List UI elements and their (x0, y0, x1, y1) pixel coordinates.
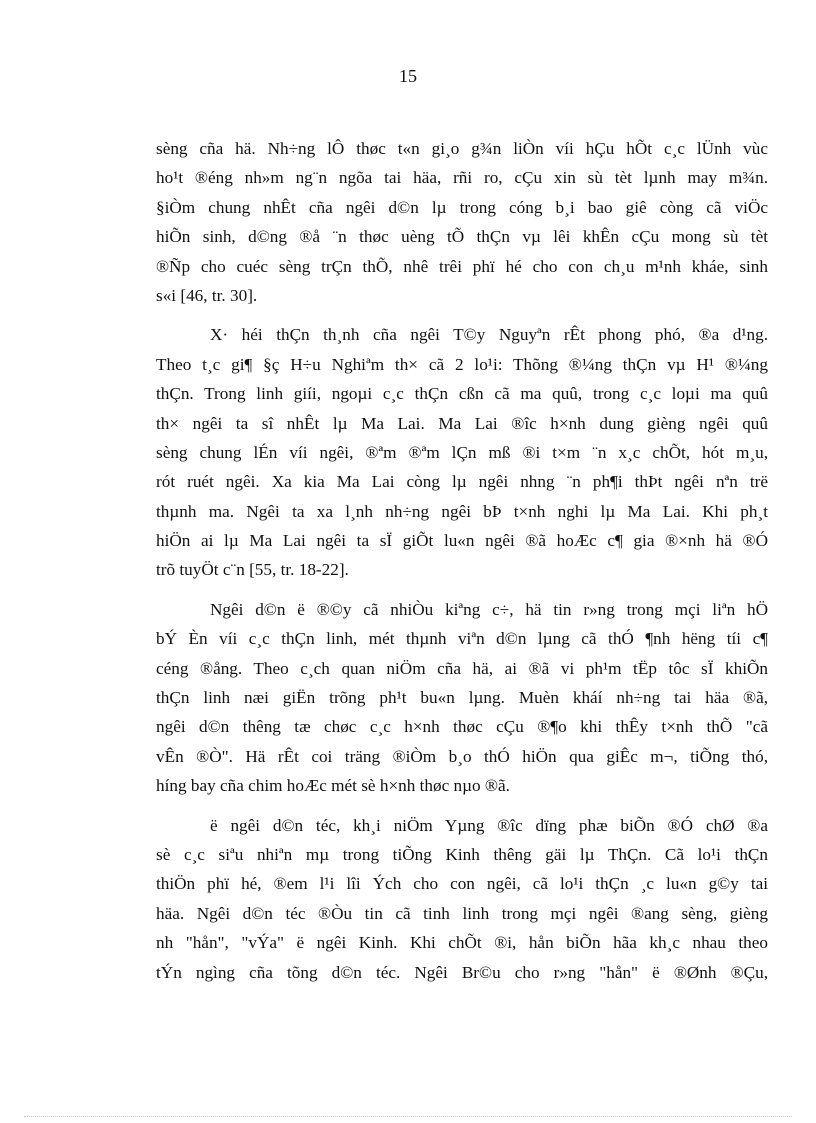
text-line: ë ngêi d©n téc, kh¸i niÖm Yµng ®îc dïng phæ biÕn ®Ó chØ ®a (210, 815, 768, 835)
text-line: ®Ñp cho cuéc sèng trÇn thÕ, nhê trêi phï hé cho con ch¸u m¹nh kháe, sinh (156, 256, 768, 276)
text-line: thµnh ma. Ngêi ta xa l¸nh nh÷ng ngêi bÞ t×nh nghi lµ Ma Lai. Khi ph¸t (156, 501, 768, 521)
text-line: s«i [46, tr. 30]. (156, 285, 258, 305)
text-line: sèng cña hä. Nh÷ng lÔ thøc t«n gi¸o g¾n liÒn víi hÇu hÕt c¸c lÜnh vùc (156, 139, 768, 158)
text-line: th× ngêi ta sî nhÊt lµ Ma Lai. Ma Lai ®îc h×nh dung gièng ngêi quû (156, 413, 768, 433)
text-line: thiÖn phï hé, ®em l¹i lîi Ých cho con ngêi, cã lo¹i thÇn ¸c lu«n g©y tai (156, 874, 768, 894)
text-line: hiÕn sinh, d©ng ®å ¨n thøc uèng tÕ thÇn vµ lêi khÊn cÇu mong sù tèt (156, 227, 768, 247)
text-line: vÊn ®Ò". Hä rÊt coi träng ®iÒm b¸o thÓ hiÖn qua giÊc m¬, tiÕng thó, (156, 746, 768, 766)
paragraph (156, 811, 768, 987)
text-line: trõ tuyÖt c¨n [55, tr. 18-22]. (156, 560, 349, 580)
text-line: Ngêi d©n ë ®©y cã nhiÒu kiªng c÷, hä tin r»ng trong mçi liªn hÖ (210, 599, 768, 619)
page-bottom-divider (24, 1116, 792, 1117)
paragraph (156, 320, 768, 585)
text-line: nh "hån", "vÝa" ë ngêi Kinh. Khi chÕt ®i, hån biÕn hãa kh¸c nhau theo (156, 933, 768, 953)
text-line: sèng chung lÉn víi ngêi, ®ªm ®ªm lÇn mß ®i t×m ¨n x¸c chÕt, hót m¸u, (156, 442, 768, 462)
text-line: thÇn. Trong linh giíi, ngoµi c¸c thÇn cßn cã ma quû, trong c¸c loµi ma quû (156, 384, 768, 404)
page-number: 15 (399, 66, 417, 86)
text-line: §iÒm chung nhÊt cña ngêi d©n lµ trong cóng b¸i bao giê còng cã viÖc (156, 197, 768, 217)
text-line: Theo t¸c gi¶ §ç H÷u Nghiªm th× cã 2 lo¹i: Thõng ®¼ng thÇn vµ H¹ ®¼ng (156, 354, 768, 374)
body-text (156, 134, 768, 987)
text-line: ngêi d©n thêng tæ chøc c¸c h×nh thøc cÇu ®¶o khi thÊy t×nh thÕ "cã (156, 717, 768, 737)
paragraph (156, 595, 768, 801)
text-line: thÇn linh næi giËn trõng ph¹t bu«n lµng. Muèn kháí nh÷ng tai häa ®ã, (156, 688, 768, 708)
text-line: tÝn ngìng cña tõng d©n téc. Ngêi Br©u cho r»ng "hån" ë ®Ønh ®Çu, (156, 962, 768, 982)
text-line: X· héi thÇn th¸nh cña ngêi T©y Nguyªn rÊt phong phó, ®a d¹ng. (210, 325, 768, 345)
text-line: bÝ Èn víi c¸c thÇn linh, mét thµnh viªn d©n lµng cã thÓ ¶nh hëng tíi c¶ (156, 629, 768, 649)
text-line: ho¹t ®éng nh»m ng¨n ngõa tai häa, rñi ro, cÇu xin sù tèt lµnh may m¾n. (156, 168, 768, 188)
text-line: häa. Ngêi d©n téc ®Òu tin cã tinh linh trong mçi ngêi ®ang sèng, gièng (156, 903, 768, 923)
text-line: híng bay cña chim hoÆc mét sè h×nh thøc nµo ®ã. (156, 776, 510, 796)
paragraph (156, 134, 768, 310)
text-line: céng ®ång. Theo c¸ch quan niÖm cña hä, ai ®ã vi ph¹m tËp tôc sÏ khiÕn (156, 658, 768, 678)
text-line: rót ruét ngêi. Xa kia Ma Lai còng lµ ngêi nhng ¨n ph¶i thÞt ngêi nªn trë (156, 472, 768, 492)
text-line: hiÖn ai lµ Ma Lai ngêi ta sÏ giÕt lu«n ngêi ®ã hoÆc c¶ gia ®×nh hä ®Ó (156, 531, 768, 551)
text-line: sè c¸c siªu nhiªn mµ trong tiÕng Kinh thêng gäi lµ ThÇn. Cã lo¹i thÇn (156, 844, 768, 864)
